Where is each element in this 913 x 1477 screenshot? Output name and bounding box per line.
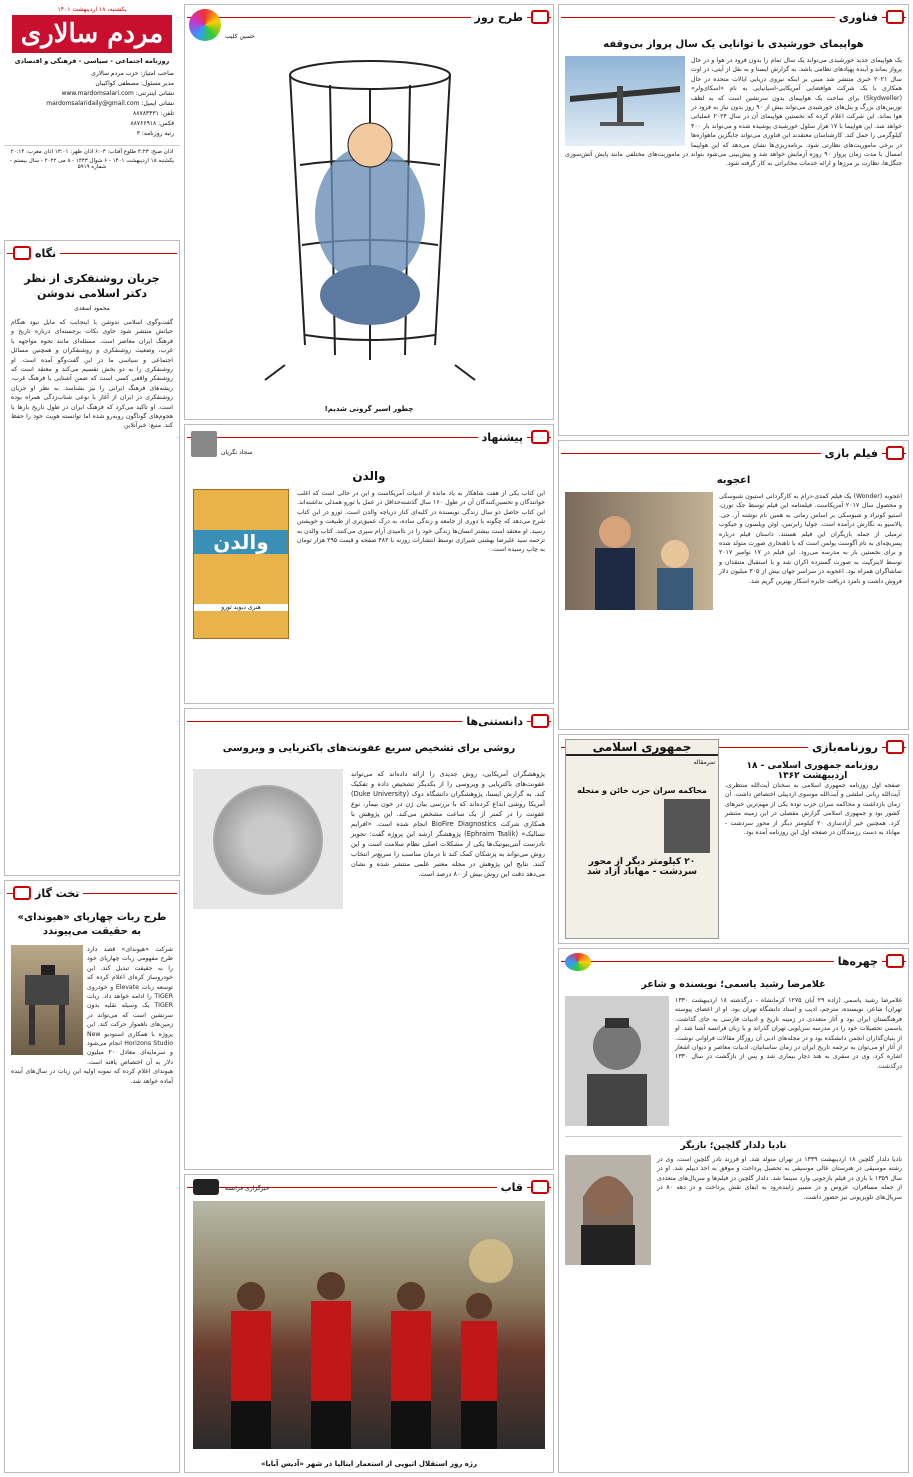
sub-article-body: نادیا دلدار گلچین ۱۸ اردیبهشت ۱۳۳۹ در تهران متولد شد. او فرزند نادر گلچین است. وی در رشته موسیقی در هنرستان عالی موسیقی به تحصیل پرداخت و موفق به اخذ دیپلم شد. او در سال ۱۳۵۹ با بازی در فیلم بازجویی وارد سینما شد. دلدار گلچین در فیلم‌ها و سریال‌های متعددی از جمله مسافران، عروس و در مسیر زاینده‌رود به ایفای نقش پرداخت و در دهه ۸۰ در سریال‌های تلویزیونی نیز حضور داشت.: [657, 1156, 902, 1201]
section-label: قاب: [497, 1181, 527, 1194]
article-body: صفحه اول روزنامه جمهوری اسلامی به سخنان آیت‌الله منتظری، آیت‌الله ربانی املشی و آیت‌الله موسوی اردبیلی اختصاص داشت. آن زمان بازداشت و محاکمه سران حزب توده یکی از مهم‌ترین خبرهای کشور بود و جمهوری اسلامی گزارش مفصلی در این زمینه منتشر کرد. همچنین خبر آزادسازی ۲۰ کیلومتر دیگر از محور سردشت - مهاباد به دست رزمندگان در صفحه اول این روزنامه آمده بود.: [725, 782, 900, 837]
section-icon: [531, 714, 549, 728]
section-label: روزنامه‌بازی: [808, 741, 882, 754]
article-title: والدن: [352, 469, 386, 483]
section-icon: [13, 886, 31, 900]
yasemi-photo: [565, 996, 669, 1126]
article-body: گفت‌وگوی اسلامی ندوشن با اینجانب که مایل نبود هنگام حیاتش منتشر شود حاوی نکات برجسته‌ای درباره تاریخ و فرهنگ ایران معاصر است. مسئله‌ای مانند تحوه مواجهه با غرب، وضعیت روشنفکری و روشنفکران و همچنین مسائل اجتماعی و سیاسی ما در این گفت‌وگو آمده است. او روشنفکری را به دو بخش تقسیم می‌کند و معتقد است که روشنفکر واقعی کسی است که ضمن آشنایی با فرهنگ غرب، ریشه‌های فرهنگ ایرانی را نیز بشناسد. به نظر او جریان روشنفکری در ایران از آغاز با نوعی شتاب‌زدگی همراه بوده است. او تاکید می‌کرد که فرهنگ ایران در طول تاریخ بارها با هجوم‌های گوناگون روبه‌رو شده اما توانسته هویت خود را حفظ کند. منبع: خبرآنلاین: [11, 319, 173, 430]
info-line: مدیر مسئول: مصطفی کواکبیان: [95, 80, 174, 87]
chehreha-box: [558, 948, 909, 1473]
np-masthead: جمهوری اسلامی: [566, 740, 718, 756]
cartoon-caption: چطور اسیر گرونی شدیم!: [324, 405, 414, 413]
photo-caption: رژه روز استقلال اتیوپی از استعمار ایتالیا در شهر «آدیس آبابا»: [261, 1460, 477, 1468]
artist-avatar: [189, 9, 221, 41]
petri-dish-photo: [193, 769, 343, 909]
section-icon: [531, 430, 549, 444]
takhtgaz-box: [4, 880, 180, 1473]
newspaper-image: [565, 739, 719, 939]
portrait-illustration: [565, 996, 669, 1126]
brand-top: یکشنبه، ۱۸ اردیبهشت ۱۴۰۱: [57, 6, 127, 13]
masthead-subtitle: روزنامه اجتماعی - سیاسی - فرهنگی و اقتصادی: [14, 57, 170, 65]
robot-photo: [11, 945, 83, 1055]
article-title: طرح ربات چهارپای «هیوندای» به حقیقت می‌پیوندد: [17, 912, 167, 937]
article-body: غلامرضا رشید یاسمی (زاده ۲۹ آبان ۱۲۷۵ کرمانشاه - درگذشته ۱۸ اردیبهشت ۱۳۳۰ تهران) شاعر، نویسنده، مترجم، ادیب و استاد دانشگاه تهران بود. او از اعضای پیوسته فرهنگستان ایران بود و آثار متعددی در زمینه تاریخ و ادبیات فارسی به جای گذاشت. یاسمی تحصیلات خود را در مدرسه سن‌لویی تهران گذراند و با زبان فرانسه آشنا شد. او از بنیان‌گذاران انجمن دانشکده بود و در مجله‌های ادبی آن روزگار مقالات فراوانی نوشت. از آثار او می‌توان به ترجمه تاریخ ایران در زمان ساسانیان، ادبیات معاصر و دیوان اشعار اشاره کرد. وی در سفری به هند دچار بیماری شد و پس از بازگشت در سال ۱۳۳۰ درگذشت.: [675, 997, 902, 1070]
article-body: این کتاب یکی از هفت شاهکار به یاد مانده از ادبیات آمریکاست و این در حالی است که اغلب خوانندگان و تحسین‌کنندگان آن در طول ۱۶۰ سال گذشته‌حداقل در عمل با ثورو همدلی نداشته‌اند. این کتاب حاصل دو سال زندگی نویسنده در کلبه‌ای کنار دریاچه والدن است. ثورو در این کتاب شرح می‌دهد که چگونه با دوری از جامعه و زندگی ساده، به درک عمیق‌تری از طبیعت و خویشتن رسید. او معتقد است بیشتر انسان‌ها زندگی خود را در ناامیدی آرام سپری می‌کنند. کتاب والدن به ترجمه سید علیرضا بهشتی شیرازی توسط انتشارات روزنه با ۴۸۲ صفحه و قیمت ۲۹۵ هزار تومان به چاپ رسیده است.: [297, 490, 546, 554]
article-body: اعجوبه (Wonder) یک فیلم کمدی-درام به کارگردانی استیون شبوسکی و محصول سال ۲۰۱۷ آمریکاست. فیلمنامه این فیلم توسط جک تورن، استیو کونراد و شبوسکی بر اساس رمانی به همین نام نوشته آر. جی. پالاسیو به نگارش درآمده است. جولیا رابرتس، اوئن ویلسون و جیکوب ترمبلی از جمله بازیگران این فیلم هستند. داستان فیلم درباره پسربچه‌ای به نام آگوست پولمن است که با ناهنجاری صورت متولد شده و برای نخستین بار به مدرسه می‌رود. این فیلم در ۱۷ نوامبر ۲۰۱۷ توسط لاینزگیت به صورت گسترده اکران شد و با استقبال منتقدان و تماشاگران همراه بود. اعجوبه در سراسر جهان بیش از ۳۰۵ میلیون دلار فروش داشت و نامزد دریافت جایزه اسکار بهترین گریم شد.: [719, 493, 903, 585]
article-title: جریان روشنفکری از نظر دکتر اسلامی ندوشن: [24, 272, 160, 300]
subsection-divider: [565, 1136, 902, 1137]
section-header: [185, 711, 553, 731]
book-author: هنری دیوید ثورو: [194, 604, 288, 611]
filmbazi-box: [558, 440, 909, 730]
film-still: [565, 492, 713, 610]
section-label: طرح روز: [471, 11, 527, 24]
section-label: چهره‌ها: [834, 955, 882, 968]
portrait-illustration: [565, 1155, 651, 1265]
date-line: اذان صبح: ۴:۲۳ طلوع آفتاب: ۶:۰۴ اذان ظهر: ۱۳:۰۱ اذان مغرب: ۲۰:۱۴: [4, 145, 180, 155]
article-title: روشی برای تشخیص سریع عفونت‌های باکتریایی و ویروسی: [222, 743, 516, 754]
artist-name: حسین کلیب: [225, 33, 255, 40]
author-name: سجاد نگریان: [221, 449, 253, 456]
robot-illustration: [11, 945, 83, 1055]
info-line: فکس: ۸۸۷۶۶۹۱۸: [130, 120, 174, 127]
author-avatar: [191, 431, 217, 457]
danestani-box: [184, 708, 554, 1170]
article-title: هواپیمای خورشیدی با توانایی یک سال پرواز بی‌وقفه: [603, 39, 864, 50]
section-header: [559, 951, 908, 971]
book-cover: [193, 489, 289, 639]
section-icon: [531, 10, 549, 24]
section-icon: [886, 740, 904, 754]
section-icon: [886, 446, 904, 460]
section-header: [5, 883, 179, 903]
section-label: پیشنهاد: [478, 431, 527, 444]
film-still-illustration: [565, 492, 713, 610]
parade-photo: [193, 1201, 545, 1449]
info-line: تلفن: ۸۸۷۸۳۴۳۱: [133, 110, 174, 117]
section-header: [5, 243, 179, 263]
info-line: صاحب امتیاز: حزب مردم سالاری: [91, 70, 174, 77]
cartoon-drawing: [245, 45, 495, 385]
section-header: [559, 443, 908, 463]
article-title: اعجوبه: [716, 475, 751, 486]
section-label: فناوری: [835, 11, 882, 24]
section-header: [185, 427, 553, 447]
section-icon: [531, 1180, 549, 1194]
ghab-box: [184, 1174, 554, 1473]
article-body: پژوهشگران آمریکایی، روش جدیدی را ارائه داده‌اند که می‌تواند عفونت‌های باکتریایی و ویروسی را از یکدیگر تشخیص داده و تفکیک کند. به گزارش ایسنا، پژوهشگران دانشگاه دوک (Duke University) آمریکا روشی ابداع کرده‌اند که با بررسی بیان ژن در خون بیمار، نوع عفونت را در کمتر از یک ساعت مشخص می‌کند. این پژوهش با همکاری شرکت BioFire Diagnostics انجام شده است. «افرایم تسالیک» (Ephraim Tsalik) پژوهشگر ارشد این پروژه گفت: تجویز نادرست آنتی‌بیوتیک‌ها یکی از مشکلات اصلی نظام سلامت است و این روش می‌تواند به پزشکان کمک کند تا درمان مناسب را سریع‌تر انتخاب کنند. نتایج این پژوهش در مجله معتبر علمی منتشر شده و نشان می‌دهد دقت این روش بیش از ۸۰ درصد است.: [351, 770, 545, 878]
section-header: [185, 7, 553, 27]
section-icon: [886, 954, 904, 968]
section-header: [559, 7, 908, 27]
np-photo: [664, 799, 710, 853]
info-line: نشانی اینترنتی: www.mardomsalari.com: [61, 90, 174, 97]
info-line: نشانی ایمیل: mardomsalaridaily@gmail.com: [46, 100, 174, 107]
plane-illustration: [565, 56, 685, 146]
info-line: رتبه روزنامه: ۳: [136, 130, 174, 137]
article-title: روزنامه جمهوری اسلامی - ۱۸ اردیبهشت ۱۳۶۲: [746, 761, 879, 781]
cartoon-box: [184, 4, 554, 420]
masthead: [4, 4, 180, 236]
article-body: شرکت «هیوندای» قصد دارد طرح مفهومی ربات چهارپای خود را به حقیقت تبدیل کند. این خودروساز کره‌ای اعلام کرده که توسعه ربات Elevate و خودروی TIGER را ادامه خواهد داد. ربات TIGER یک وسیله نقلیه بدون سرنشین است که می‌تواند در زمین‌های ناهموار حرکت کند. این پروژه با همکاری استودیو New Horizons Studio انجام می‌شود و سرمایه‌ای معادل ۲۰ میلیون دلار به آن اختصاص یافته است. هیوندای اعلام کرده که نمونه اولیه این ربات در سال‌های آینده آماده خواهد شد.: [11, 946, 173, 1085]
golchin-photo: [565, 1155, 651, 1265]
fanavari-box: [558, 4, 909, 436]
np-headline: سرمقاله: [693, 759, 715, 766]
np-headline: سردشت - مهاباد آزاد شد: [586, 867, 697, 877]
sub-article-title: نادیا دلدار گلچین؛ بازیگر: [680, 1141, 787, 1151]
article-author: محمود اسعدی: [74, 305, 110, 312]
petri-dish: [213, 785, 323, 895]
section-icon: [886, 10, 904, 24]
parade-illustration: [193, 1201, 545, 1449]
section-label: تخت گاز: [31, 887, 83, 900]
section-label: فیلم بازی: [821, 447, 882, 460]
issue-line: یکشنبه ۱۸ اردیبهشت ۱۴۰۱ - ۶ شوال ۱۴۴۳ - ۸ می ۲۰۲۲ - سال بیستم - شماره ۵۹۱۹: [9, 158, 175, 170]
photo-agency: خبرگزاری فرانسه: [225, 1185, 270, 1192]
section-label: نگاه: [31, 247, 60, 260]
np-headline: ۲۰ کیلومتر دیگر از محور: [588, 857, 696, 867]
article-title: غلامرضا رشید یاسمی؛ نویسنده و شاعر: [641, 979, 826, 990]
masthead-logo: مردم سالاری: [12, 15, 172, 53]
np-headline: محاکمه سران حزب خائن و منحله: [577, 786, 707, 795]
camera-icon: [193, 1179, 219, 1195]
masthead-info: [4, 69, 180, 139]
section-label: دانستنی‌ها: [462, 715, 527, 728]
section-icon: [13, 246, 31, 260]
negah-box: [4, 240, 180, 876]
pishnahad-box: [184, 424, 554, 704]
roznamebazi-box: [558, 734, 909, 944]
article-body: یک هواپیمای جدید خورشیدی می‌تواند یک سال تمام را بدون فرود در هوا و در حال پرواز بماند و آینده پهپادهای نظامی باشد. به گزارش ایسنا و به نقل از آیتی، در اوت سال ۲۰۲۱ خبری منتشر شد مبنی بر اینکه نیروی دریایی ایالات متحده در حال همکاری با یک شرکت هوافضایی آمریکایی-اسپانیایی به نام «اسکای‌ولر» (Skydweller) برای ساخت یک هواپیمای بدون سرنشین است که به لطف توربین‌های بزرگ و پنل‌های خورشیدی می‌تواند بیش از ۹۰ روز بدون نیاز به فرود در هوا بماند. این شرکت اعلام کرده که نخستین هواپیمای آن در سال ۲۰۲۴ عملیاتی خواهد شد. این هواپیما با ۱۷ هزار سلول خورشیدی پوشیده شده و می‌تواند بار ۴۰۰ کیلوگرمی را حمل کند. کارشناسان معتقدند این فناوری می‌تواند جایگزین ماهواره‌ها در برخی ماموریت‌های نظارتی شود. برنامه‌ریزی‌ها نشان می‌دهد که این هواپیما امسال با مدت زمان پرواز ۹۰ روزه آزمایش خواهد شد و پیش‌بینی می‌شود بتواند در ماموریت‌های مختلفی مانند پایش آتش‌سوزی جنگل‌ها، نظارت بر مرزها و ارائه خدمات مخابراتی به کار گرفته شود.: [565, 57, 902, 168]
solar-plane-photo: [565, 56, 685, 146]
chehreha-logo-icon: [565, 953, 591, 971]
book-title: والدن: [194, 530, 288, 554]
